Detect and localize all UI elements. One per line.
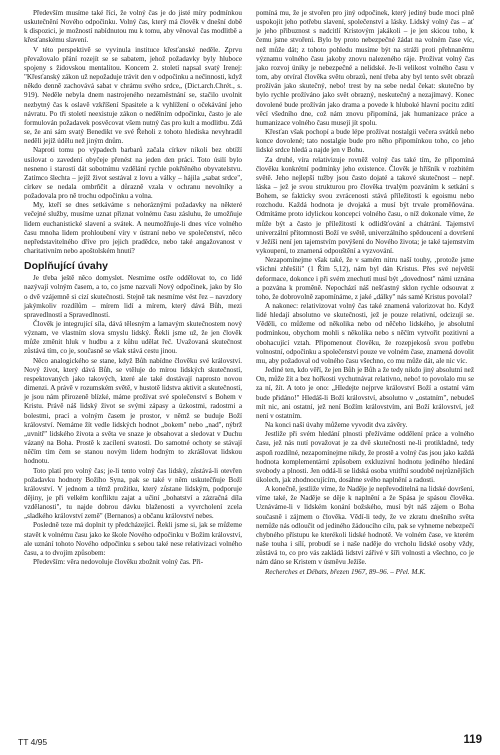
paragraph: A konečně, jestliže víme, že Naděje je nepřevoditelná na lidské dovršení, víme také, že Naděje se děje k naplnění a že Spása je spásou člověka. Uznáváme-li v lidském konání božského, musí být náš zájem o Boha současně i zájmem o člověka. Vědí-li tedy, že ve zkratu dnešního světa nemůže nás odloučit od jediného žádoucího cílu, pak se vyhneme nebezpečí chybného přístupu ke kterékoli lidské hodnotě. Ve volném čase, ve kterém naše touha i sílí, probudí se i naše naděje do vrcholu lidské osoby vždy, zůstává to, co pro vás zakládá lidství zářivé v šíři volnosti a všechno, co je nám dáno se Kristem v úsměvu Ježíše. (256, 485, 474, 567)
paragraph: A nakonec: relativizovat volný čas také znamená valorizovat ho. Když lidé hledají absolutno ve skutečnosti, jež je pouze relativní, odcizují se. Věděli, co můžeme od několika nebo od něčeho lidského, je absolutní podmínkou, obychom mohli s několika nebo s něčím vytvořit pozitivní a obohacující vztah. Připomenout člověku, že rozepjekosů svou potřebu volnostní, odpočinku a společenství pouze ve volném čase, znamená dovolit mu, aby požadoval od volného času všechno, co mu může dát, ale nic víc. (256, 302, 474, 365)
paragraph: Nezapomínejme však také, že v samém nitru naší touhy, ‚protože jsme všichni zhřešili" (1 Řím 5,12), nám byl dán Kristus. Přes své největší deformace, dokonce i při svém znechutí musí být „dovednost" námi uznána a pozvána k proměně. Nepochází náš nešťastný sklon rychle odsouvat z toho, že dobrovolně zapomínáme, z jaké „dálky" nás samé Kristus povolal? (256, 256, 474, 301)
paragraph: My, kteří se dnes setkáváme s nehoráznými požadavky na některé večejné služby, musíme uznat přiznat volnému času zásluhu, že umožňuje lidem euchanistické slavení a svátek. A neumožňuje-li dnes více volného času mnoha lidem prohloubení víry v ústraní nebo ve společenství, něco nepředstavitelného dříve pro jejich pradědce, nebo také angažovanost v charitativním nebo apoštolském hnutí? (24, 201, 242, 256)
paragraph: Křesťan však pochopí a bude lépe prožívat nostalgii večera svátků nebo konce dovolené; tato nostalgie bude pro něho připomínkou toho, co jeho lidské srdce hledá a najde jen v Bohu. (256, 128, 474, 155)
paragraph: Je třeba ještě něco domyslet. Nesmíme ostře oddělovat to, co lidé nazývají volným časem, a to, co jsme nazvali Nový odpočinek, jako by šlo o dvě vzájemně si cizí skutečnosti. Stejně tak nesmíme vést řez – navzdory jakýmkoliv rozdílům – mírem lidí a mírem, který dává Bůh, mezi spravedlností a Spravedlností. (24, 274, 242, 319)
source-note: Recherches et Débats, březen 1967, 89–96. – Přel. M.K. (265, 567, 426, 576)
right-column (256, 9, 474, 577)
paragraph: Jediné ten, kdo věří, že jen Bůh je Bůh a že tedy nikdo jiný absolutní než On, může žít a bez hořkosti vychutnávat relativno, nebo! to povolalo mu se za ní, žít. A toto je ono: „Hledejte nejprve království Boží a ostatní vám bude přidáno!" Hledáš-li Boží království, absolutno v „ostatním", nebudeš mít nic, ani ostatní, jež není Božím královstvím, ani Boží království, jež není v ostatním. (256, 366, 474, 420)
paragraph: V této perspektivě se vyvinula instituce křesťanské neděle. Zprvu převažovalo přání rozejít se se sabatem, jehož požadavky byly hluboce spojeny s židovskou mentalitou. Koncem 2. století napsal svatý Irenej: "Křesťanský zákon už nepožaduje trávit den v odpočinku a nečinnosti, když někdo denně zachovává sabat v chrámu svého srdce„ (Dict.arch.Chrét., s. 919). Neděle nebyla dnem nastrojeného nezaměstnání se, stačilo uvolnit nezbytný čas k oslavě vzkříšení Spasitele a k vyhlížení o očekávání jeho návratu. Po tři století neexistuje zákon o nedělním odpočinku, často je ale formulován požadavek posvěcovat všem nutný čas pro kult a modlitbu. Zdá se, že ani sám svatý Benedikt ve své Řeholi z tohoto hlediska nevyhradil neděli jejíž údělu než jiným dnům. (24, 45, 242, 146)
page-footer (18, 734, 482, 751)
left-column (24, 9, 242, 567)
paragraph: Posledně teze má doplnit ty předcházející. Řekli jsme si, jak se můžeme stavět k volnému času jako ke škole Nového odpočinku v Božím království, ale uznání tohoto Nového odpočinku s sebou také nese relativizaci volného času, a to dvojím způsobem: (24, 521, 242, 557)
section-heading: Doplňující úvahy (24, 260, 109, 273)
paragraph: Především musíme také říci, že volný čas je do jisté míry podmínkou uskutečnění Nového odpočinku. Volný čas, který má člověk v dnešní době k dispozici, je možností nabídnutou mu k tomu, aby věnoval čas modlitbě a křesťanskému slavení. (24, 9, 242, 45)
page-number: 119 (463, 734, 482, 746)
paragraph: Toto platí pro volný čas; je-li tento volný čas lidský, zůstává-li otevřen požadavku hodnoty Božího Syna, pak se také v něm uskutečňuje Boží království. V jednom a témž prožitku, který zůstane lidským, podporuje dějiny, je při velkém konfliktu zajat a učiní „bohatství a zázračná díla vzdělanosti", tu najde dobrou dávku blaženosti a vyvrcholení zcela „sladkého království země" (Bernanos) a občanu království nebes. (24, 466, 242, 521)
paragraph: Především: věra nedovoluje člověku zbožnit volný čas. Při- (33, 558, 204, 567)
issue-label: TT 4/95 (18, 737, 48, 747)
paragraph: pomíná mu, že je stvořen pro jiný odpočinek, který jediný bude moci plně uspokojit jeho potřebu slavení, společenství a lásky. Lidský volný čas – ať je jeho přibuznost s nadcitlí Kristovým jakákoli – je jen skicou toho, k čemu jsme stvořeni. Bylo by proto nebezpečné žádat na volném čase víc, než může dát; z tohoto pohledu musíme být na stráži proti přehnaněmu významu volného času jakoby znovu nalezeného ráje. Prožívat volný čas jako rozvoj úniky je nebezpečné a nelidské. Je-li velikost volného času v tom, aby otvíral člověka světu obrazů, není třeba aby byl tento svět obrazů prožíván jako skutečný, nebo! trest by na sebe nedal čekat: skutečno by bylo rychle prožíváno jako svět obrazný, neskutečný a nezajímavý. Konec dovolené bude prožíván jako drama a povede k hluboké hlavní pocitu zdití věcí všedního dne, což nám znovu připomíná, jak humanizace práce a humanizace volného času musejí jít spolu. (256, 9, 474, 127)
paragraph: Za druhé, víra relativizuje rovněž volný čas také tím, že připomíná člověku konkrétní podmínky jeho existence. Člověk je hříšník v rozbitém světě. Jeho nejlepší tužby jsou často dojaté a takové skutečnost – nepř. láska – jež je svou strukturou pro člověka trvalým pozváním k setkání s Bohem, se fakticky svou zvrácenosti stává příležitostí k egoismu nebo rozchodu. Každá hodnota je dvojaká a musí být trvale proměňována. Odmítáme proto idylickou koncepci volného času, o níž dokonale víme, že může být a často je příležitostí k odlidšťování a chátrání. Tajemství univerzální přítomnosti Boží ve světě, univerzálního spědoucení a dovršení v Ježíši není jen tajemstvím povýšení do Nového života; je také tajemstvím vykoupení, to znamená odpouštění a vyzvování. (256, 155, 474, 256)
paragraph: Něco analogického se stane, když Bůh nabídne člověku své království. Nový život, který dává Bůh, se vtěluje do mírou lidských skutečností, respektovaných jako takových, které ale také dostávají naprosto novou dimenzi. A právě v rozumském světě, v hustotě lidstva aktivit a skutečností, je jsou nám přirozeně blízké, máme prožívat své společenství s Bohem v Kristu. Právě náš lidský život se svými zápasy a úzkostmi, radostmi a bolestmi, prací a volným časem je prostor, v němž se buduje Boží království. Nemáme žít vedle lidských hodnot „bokem" nebo „nad", nýbrž „uvnitř" lidského života a světa ve snaze je obsahovat a sledovat v Duchu vázaný na Boha. Prostě k zacílení svatosti. Do samotné ochoty se stávají něčím tím čem se stanou novým lidem hodným to zkrášlovat lidskou hodnotu. (24, 356, 242, 466)
paragraph: Člověk je integrující síla, dává tělesným a lamavým skutečnostem nový význam, ve vlastním slova smyslu lidský. Řekli jsme už, že jen člověk může změnit hluk v hudbu a z kůhu udělat řeč. Uvažovaná skutečnost zůstává tím, co je, současně se však stává cestu jinou. (24, 320, 242, 356)
paragraph: Naproti tomu po výpadech barbarů začala církev nikoli bez obtíží usilovat o zavedení obyčeje přenést na jeden den práci. Toto úsilí bylo nesneno i starostí dát sobotnímu vzdělání rychle pokřtěného obyvatelstvu. Zatímco šlechta – jejíž život sestával z lovu a války – hájila „sabat srdce", církev se nedala ombrňčit a důrazně vzala v ochranu nevolníky a požadovala pro ně trochu odpočinku a volna. (24, 146, 242, 201)
paragraph: Na konci naší úvahy můžeme vyvodit dva závěry. (265, 421, 408, 430)
paragraph: Jestliže při svém hledání plnosti přežíváme oddělení práce a volného času, jež nás nutí považovat je za dvě skutečnosti ne-li protikladné, tedy aspoň rozdílné, nezapomínejme nikdy, že prostě a volný čas jsou jako každá hodnota komplementární způsobem exkluzivní hodnotu jediného hledání svobody a plnosti. Jen oddá-li se lidská osoba vnitřní soudobě nejrůznějších úkolech, jak zhodnocujícím, dosáhne svého naplnění a radosti. (256, 430, 474, 484)
